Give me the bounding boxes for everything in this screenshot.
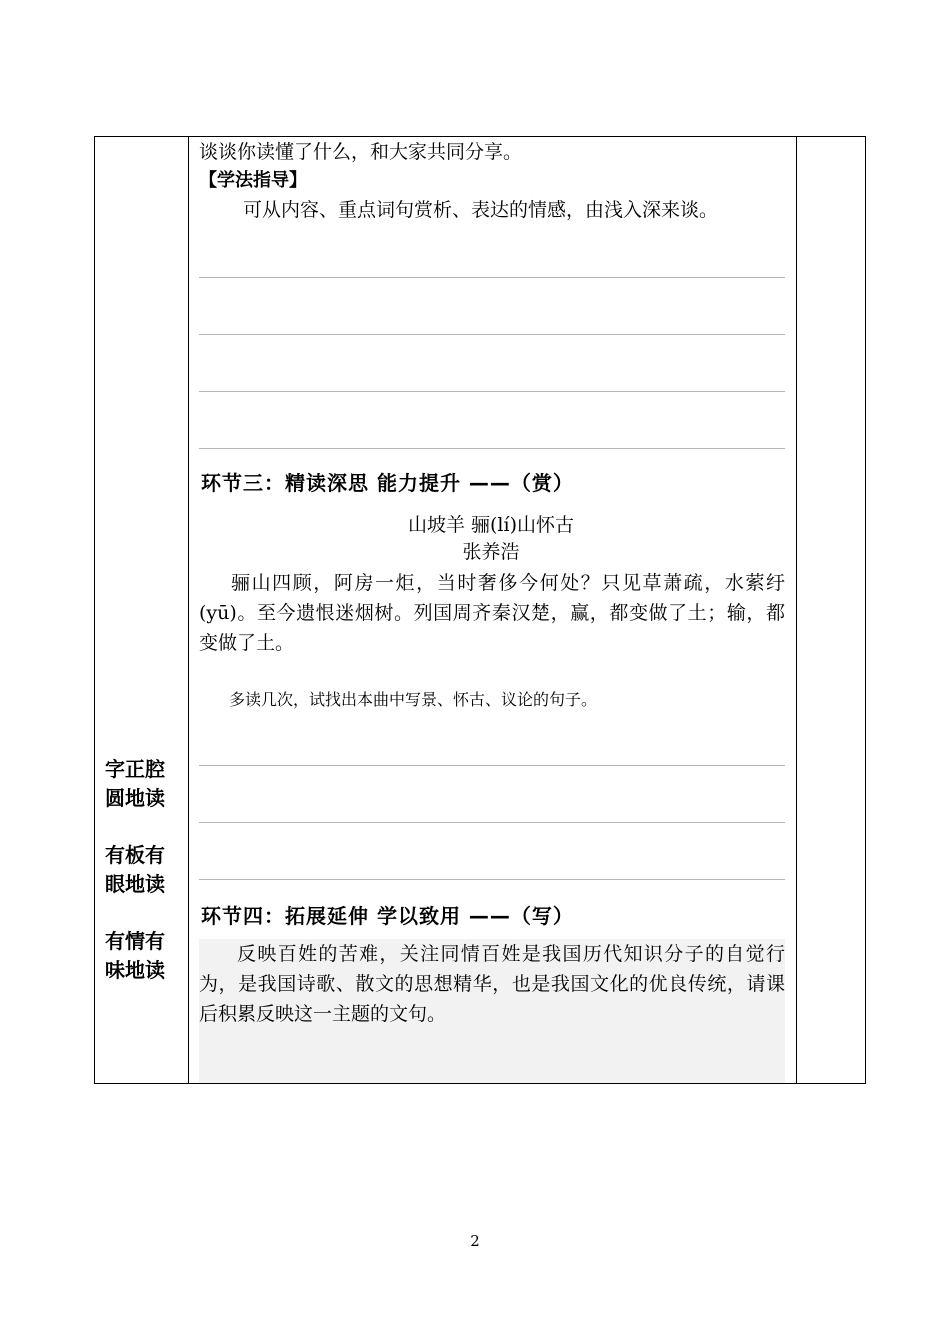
method-line-2: 圆地读 [105,786,165,810]
method-line-3: 有板有 [105,843,165,867]
answer-line-5 [199,765,785,766]
answer-line-1 [199,277,785,278]
poem-author: 张养浩 [462,541,520,563]
method-line-6: 味地读 [105,958,165,982]
answer-line-7 [199,879,785,880]
page-number: 2 [470,1232,480,1250]
section4-text: 反映百姓的苦难，关注同情百姓是我国历代知识分子的自觉行为，是我国诗歌、散文的思想精华，也是我国文化的优良传统，请课后积累反映这一主题的文句。 [199,943,785,1025]
section3-task: 多读几次，试找出本曲中写景、怀古、议论的句子。 [229,690,598,709]
answer-line-4 [199,448,785,449]
poem-title: 山坡羊 骊(lí)山怀古 [407,514,575,536]
answer-line-3 [199,391,785,392]
lesson-table [94,136,866,1084]
intro-line: 谈谈你读懂了什么，和大家共同分享。 [199,141,523,163]
method-line-4: 眼地读 [105,872,165,896]
poem-text: 骊山四顾，阿房一炬，当时奢侈今何处？只见草萧疏，水萦纡(yū)。至今遗恨迷烟树。列国周齐秦汉楚，赢，都变做了土；输，都变做了土。 [199,572,785,654]
method-line-1: 字正腔 [105,757,165,781]
guide-text: 可从内容、重点词句赏析、表达的情感，由浅入深来谈。 [243,199,719,221]
method-line-5: 有情有 [105,929,165,953]
guide-label: 【学法指导】 [199,170,307,191]
answer-line-2 [199,334,785,335]
section4-heading: 环节四：拓展延伸 学以致用 ——（写） [201,904,574,928]
column-divider-left [188,137,189,1083]
answer-line-6 [199,822,785,823]
section3-heading: 环节三：精读深思 能力提升 ——（赏） [201,471,574,495]
reading-method-column [105,755,185,1013]
column-divider-right [796,137,797,1083]
